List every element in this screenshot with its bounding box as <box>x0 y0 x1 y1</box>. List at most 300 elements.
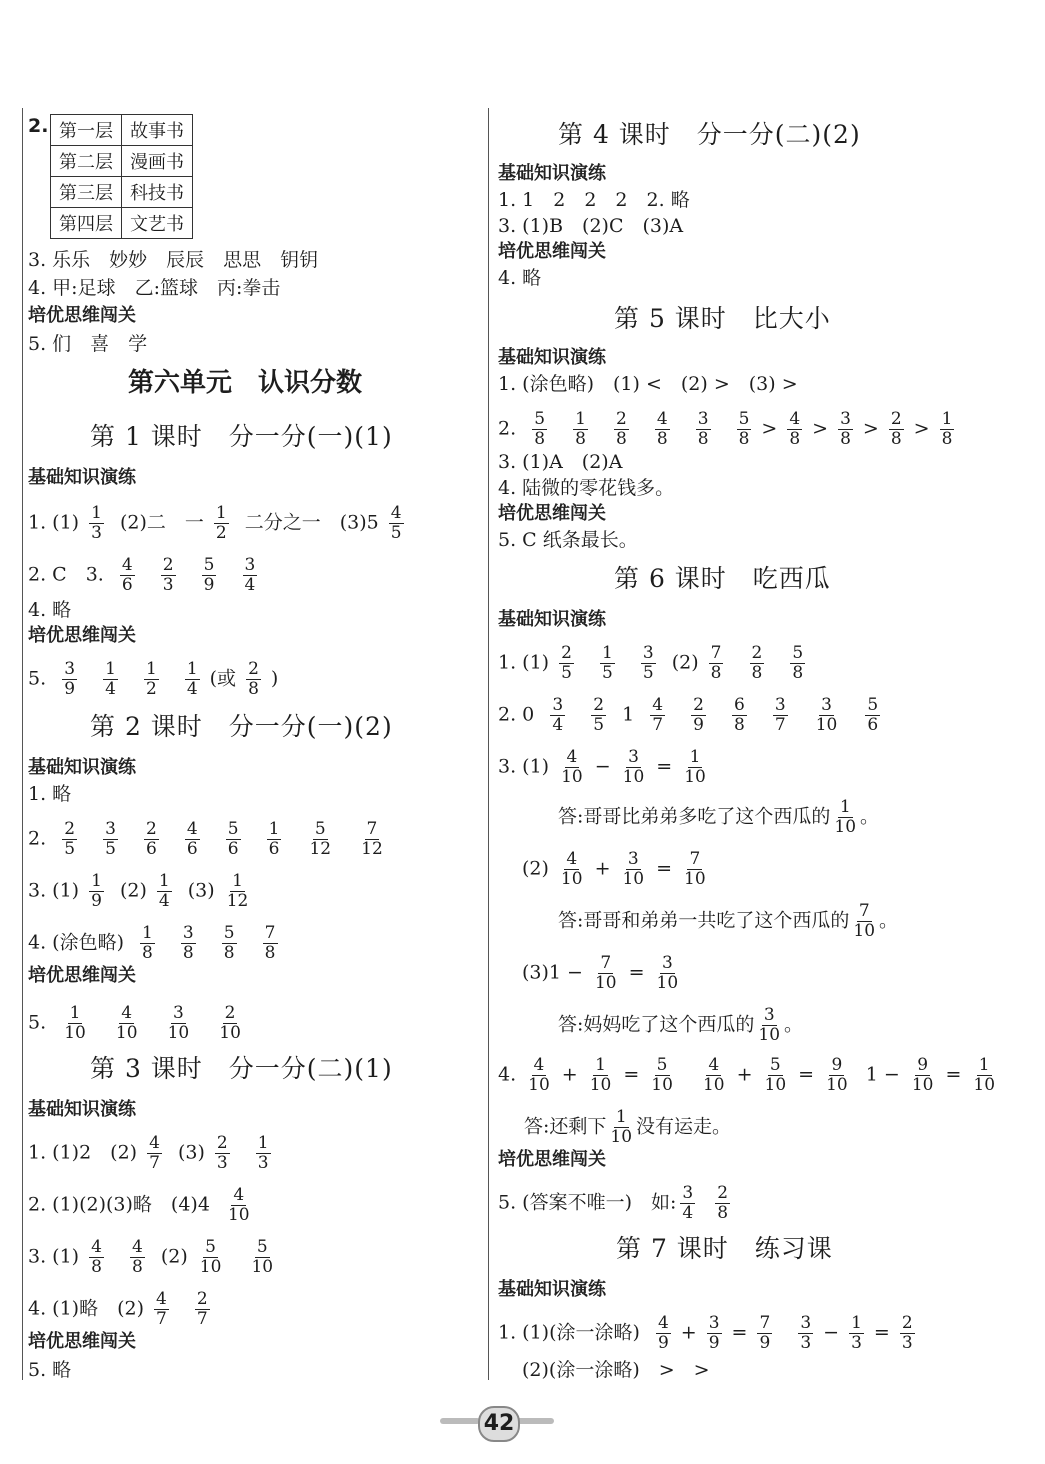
fraction <box>147 1134 162 1173</box>
fraction <box>226 1186 252 1225</box>
operator: − <box>823 1321 840 1344</box>
lesson-title: 第 7 课时 练习课 <box>616 1234 833 1263</box>
section-heading: 基础知识演练 <box>28 757 136 778</box>
denominator: 10 <box>251 1257 274 1277</box>
denominator: 5 <box>642 663 654 683</box>
fraction <box>849 1314 864 1353</box>
numerator: 2 <box>615 409 627 429</box>
fraction <box>157 872 172 911</box>
section-heading: 基础知识演练 <box>498 163 606 184</box>
section-heading: 基础知识演练 <box>28 467 136 488</box>
denominator: 8 <box>710 663 722 683</box>
denominator: 8 <box>223 943 235 963</box>
answer-line <box>498 1184 740 1223</box>
answer-line: 4. 略 <box>28 599 72 621</box>
answer-line <box>28 1004 253 1043</box>
answer-line <box>522 850 718 889</box>
denominator: 6 <box>186 839 198 859</box>
table-cell: 第四层 <box>51 208 122 239</box>
answer-line <box>498 410 964 449</box>
answer-text: (2)二 一 <box>119 511 204 534</box>
numerator: 2 <box>693 695 704 715</box>
fraction <box>620 850 646 889</box>
fraction <box>691 696 706 735</box>
fraction <box>161 556 176 595</box>
fraction <box>215 1134 230 1173</box>
operator: = <box>945 1063 962 1086</box>
answer-text: 1. (1)(涂一涂略) <box>498 1321 640 1344</box>
numerator: 3 <box>552 695 564 715</box>
answer-text: 4. (涂色略) <box>28 931 124 954</box>
answer-text: 答:还剩下 <box>524 1115 607 1138</box>
answer-text: (2) <box>119 879 147 902</box>
numerator: 3 <box>800 1313 812 1333</box>
fraction <box>214 504 229 543</box>
numerator: 1 <box>232 871 243 891</box>
fraction <box>655 410 670 449</box>
shelf-table <box>50 114 193 239</box>
denominator: 10 <box>589 1075 612 1095</box>
fraction <box>814 696 840 735</box>
answer-text: 没有运走。 <box>636 1115 732 1138</box>
fraction <box>243 556 258 595</box>
denominator: 9 <box>91 891 102 911</box>
answer-text: 5. <box>28 667 47 690</box>
fraction <box>900 1314 915 1353</box>
answer-text: 1. (1) <box>28 511 80 534</box>
denominator: 5 <box>593 715 605 735</box>
numerator: 7 <box>858 901 870 921</box>
answer-line <box>558 798 879 837</box>
answer-line <box>498 644 815 683</box>
answer-text: 。 <box>879 909 899 932</box>
numerator: 4 <box>121 555 133 575</box>
operator: > <box>913 417 930 440</box>
denominator: 10 <box>853 921 876 941</box>
answer-text: (3) <box>177 1141 205 1164</box>
fraction <box>787 410 802 449</box>
answer-line: 1. 1 2 2 2 2. 略 <box>498 189 690 211</box>
section-heading: 基础知识演练 <box>498 347 606 368</box>
fraction <box>103 820 118 859</box>
numerator: 2 <box>224 1003 236 1023</box>
denominator: 10 <box>834 817 857 837</box>
answer-text: 3. (1) <box>28 1245 80 1268</box>
denominator: 2 <box>145 679 157 699</box>
fraction <box>559 748 585 787</box>
denominator: 10 <box>594 973 617 993</box>
denominator: 10 <box>610 1127 633 1147</box>
answer-text: 答:妈妈吃了这个西瓜的 <box>558 1013 755 1036</box>
page-number: 42 <box>478 1406 520 1442</box>
answer-line <box>498 748 718 787</box>
denominator: 12 <box>361 839 383 859</box>
section-heading: 基础知识演练 <box>498 609 606 630</box>
denominator: 7 <box>156 1309 167 1329</box>
answer-text: 5. (答案不唯一) 如: <box>498 1191 677 1214</box>
denominator: 8 <box>840 429 851 449</box>
numerator: 1 <box>91 871 102 891</box>
numerator: 9 <box>831 1055 843 1075</box>
answer-text: 答:哥哥比弟弟多吃了这个西瓜的 <box>558 805 831 828</box>
fraction <box>756 1006 782 1045</box>
fraction <box>608 1108 634 1147</box>
fraction <box>89 1238 104 1277</box>
answer-line <box>498 1314 925 1353</box>
numerator: 1 <box>689 747 701 767</box>
lesson-title: 第 1 课时 分一分(一)(1) <box>90 422 393 451</box>
table-cell: 科技书 <box>122 177 193 208</box>
answer-text: (2) <box>671 651 699 674</box>
numerator: 3 <box>763 1005 775 1025</box>
table-row <box>51 115 193 146</box>
denominator: 10 <box>622 869 645 889</box>
operator: = <box>798 1063 815 1086</box>
fraction <box>256 1134 271 1173</box>
denominator: 8 <box>182 943 194 963</box>
numerator: 4 <box>566 747 578 767</box>
numerator: 2 <box>216 1133 228 1153</box>
numerator: 2 <box>561 643 572 663</box>
answer-text: 2. <box>28 827 47 850</box>
fraction <box>532 410 547 449</box>
fraction <box>185 820 200 859</box>
fraction <box>526 1056 552 1095</box>
denominator: 9 <box>708 1333 720 1353</box>
fraction <box>550 696 565 735</box>
denominator: 5 <box>64 839 76 859</box>
answer-line: 1. 略 <box>28 783 72 805</box>
fraction <box>267 820 282 859</box>
answer-text: 1 − <box>865 1063 900 1086</box>
denominator: 4 <box>682 1203 694 1223</box>
fraction <box>263 924 278 963</box>
numerator: 2 <box>890 409 902 429</box>
numerator: 4 <box>533 1055 545 1075</box>
fraction <box>790 644 805 683</box>
denominator: 10 <box>64 1023 86 1043</box>
table-cell: 第三层 <box>51 177 122 208</box>
numerator: 2 <box>64 819 76 839</box>
fraction <box>889 410 904 449</box>
answer-text: ) <box>270 667 279 690</box>
denominator: 8 <box>91 1257 102 1277</box>
answer-text: (3)1 − <box>522 961 583 984</box>
q2-label: 2. <box>28 115 49 137</box>
table-cell: 漫画书 <box>122 146 193 177</box>
fraction <box>140 924 155 963</box>
denominator: 7 <box>196 1309 208 1329</box>
answer-text: 3. (1) <box>498 755 550 778</box>
denominator: 8 <box>575 429 586 449</box>
answer-line <box>28 1290 220 1329</box>
numerator: 2 <box>901 1313 913 1333</box>
answer-text: 答:哥哥和弟弟一共吃了这个西瓜的 <box>558 909 850 932</box>
operator: > <box>761 417 778 440</box>
fraction <box>195 1290 210 1329</box>
fraction <box>798 1314 813 1353</box>
fraction <box>737 410 752 449</box>
numerator: 4 <box>156 1289 167 1309</box>
numerator: 1 <box>978 1055 990 1075</box>
numerator: 1 <box>145 659 157 679</box>
numerator: 3 <box>628 747 639 767</box>
numerator: 1 <box>142 923 153 943</box>
numerator: 2 <box>751 643 763 663</box>
numerator: 4 <box>149 1133 160 1153</box>
answer-line <box>558 1006 803 1045</box>
denominator: 2 <box>215 523 227 543</box>
fraction <box>763 1056 789 1095</box>
fraction <box>130 1238 145 1277</box>
answer-line <box>28 1238 285 1277</box>
numerator: 4 <box>566 849 578 869</box>
denominator: 3 <box>91 523 102 543</box>
table-cell: 第二层 <box>51 146 122 177</box>
denominator: 3 <box>800 1333 812 1353</box>
left-margin-rule <box>22 108 23 1380</box>
numerator: 5 <box>769 1055 781 1075</box>
denominator: 10 <box>826 1075 848 1095</box>
numerator: 9 <box>917 1055 929 1075</box>
numerator: 5 <box>227 819 239 839</box>
denominator: 7 <box>149 1153 160 1173</box>
lesson-title: 第 3 课时 分一分(二)(1) <box>90 1054 393 1083</box>
fraction <box>971 1056 997 1095</box>
denominator: 9 <box>759 1333 771 1353</box>
answer-line: 4. 陆微的零花钱多。 <box>498 477 675 499</box>
numerator: 1 <box>186 659 198 679</box>
answer-text: 1. (1) <box>498 651 550 674</box>
operator: + <box>736 1063 753 1086</box>
fraction <box>144 820 159 859</box>
answer-line <box>28 660 278 699</box>
denominator: 8 <box>248 679 259 699</box>
fraction <box>701 1056 727 1095</box>
numerator: 4 <box>186 819 198 839</box>
numerator: 1 <box>268 819 280 839</box>
denominator: 8 <box>789 429 801 449</box>
numerator: 2 <box>145 819 157 839</box>
numerator: 5 <box>792 643 804 663</box>
denominator: 10 <box>227 1205 250 1225</box>
denominator: 10 <box>815 715 838 735</box>
answer-line: 5. C 纸条最长。 <box>498 529 638 551</box>
fraction <box>62 820 77 859</box>
fraction <box>838 410 853 449</box>
numerator: 1 <box>215 503 227 523</box>
fraction <box>202 556 217 595</box>
numerator: 1 <box>601 643 613 663</box>
section-heading: 基础知识演练 <box>28 1099 136 1120</box>
answer-text: 4. <box>498 1063 517 1086</box>
fraction <box>181 924 196 963</box>
numerator: 3 <box>64 659 76 679</box>
fraction <box>614 410 629 449</box>
fraction <box>655 954 681 993</box>
fraction <box>89 504 104 543</box>
fraction <box>307 820 333 859</box>
numerator: 4 <box>390 503 402 523</box>
numerator: 4 <box>657 1313 669 1333</box>
answer-text: 5. <box>28 1011 47 1034</box>
section-heading: 培优思维闯关 <box>28 305 136 326</box>
fraction <box>154 1290 169 1329</box>
numerator: 3 <box>105 819 116 839</box>
answer-text: (2) <box>522 857 549 880</box>
answer-line <box>524 1108 731 1147</box>
numerator: 4 <box>233 1185 245 1205</box>
table-cell: 故事书 <box>122 115 193 146</box>
lesson-title: 第 2 课时 分一分(一)(2) <box>90 712 393 741</box>
numerator: 4 <box>91 1237 102 1257</box>
fraction <box>588 1056 614 1095</box>
fraction <box>89 872 104 911</box>
fraction <box>621 748 647 787</box>
fraction <box>851 902 877 941</box>
section-heading: 培优思维闯关 <box>498 503 606 524</box>
fraction <box>696 410 711 449</box>
answer-line: 3. (1)A (2)A <box>498 451 623 473</box>
denominator: 5 <box>561 663 572 683</box>
numerator: 1 <box>91 503 102 523</box>
answer-line <box>28 1186 262 1225</box>
table-row <box>51 208 193 239</box>
operator: > <box>862 417 879 440</box>
answer-text: 2. (1)(2)(3)略 (4)4 <box>28 1193 210 1216</box>
fraction <box>649 1056 675 1095</box>
fraction <box>359 820 385 859</box>
fraction <box>166 1004 192 1043</box>
numerator: 5 <box>534 409 546 429</box>
denominator: 3 <box>216 1153 228 1173</box>
fraction <box>144 660 159 699</box>
fraction <box>222 924 237 963</box>
denominator: 3 <box>901 1333 913 1353</box>
denominator: 10 <box>622 767 645 787</box>
column-divider <box>488 108 489 1380</box>
section-heading: 培优思维闯关 <box>28 625 136 646</box>
fraction <box>225 872 251 911</box>
fraction <box>865 696 880 735</box>
denominator: 8 <box>131 1257 143 1277</box>
lesson-title: 第 6 课时 吃西瓜 <box>614 564 831 593</box>
denominator: 4 <box>158 891 170 911</box>
fraction <box>591 696 606 735</box>
numerator: 3 <box>642 643 654 663</box>
fraction <box>650 696 665 735</box>
fraction <box>773 696 788 735</box>
answer-line <box>28 820 395 859</box>
operator: = <box>731 1321 748 1344</box>
numerator: 4 <box>708 1055 720 1075</box>
answer-line <box>498 696 890 735</box>
numerator: 2 <box>248 659 259 679</box>
denominator: 10 <box>199 1257 222 1277</box>
numerator: 7 <box>366 819 378 839</box>
fraction <box>62 1004 88 1043</box>
answer-line: (2)(涂一涂略) > > <box>522 1359 710 1381</box>
section-heading: 基础知识演练 <box>498 1279 606 1300</box>
denominator: 10 <box>115 1023 138 1043</box>
denominator: 9 <box>693 715 704 735</box>
answer-text: 。 <box>860 805 880 828</box>
operator: = <box>656 755 673 778</box>
denominator: 8 <box>941 429 953 449</box>
denominator: 10 <box>911 1075 934 1095</box>
denominator: 8 <box>890 429 902 449</box>
fraction <box>198 1238 224 1277</box>
answer-line <box>558 902 898 941</box>
fraction <box>249 1238 275 1277</box>
denominator: 8 <box>792 663 804 683</box>
table-cell: 第一层 <box>51 115 122 146</box>
answer-text: 二分之一 (3)5 <box>244 511 379 534</box>
numerator: 3 <box>172 1003 184 1023</box>
numerator: 6 <box>733 695 745 715</box>
answer-text: 2. C 3. <box>28 563 104 586</box>
answer-text: 。 <box>784 1013 804 1036</box>
denominator: 10 <box>764 1075 787 1095</box>
numerator: 7 <box>759 1313 771 1333</box>
numerator: 2 <box>162 555 174 575</box>
denominator: 9 <box>203 575 215 595</box>
fraction <box>715 1184 730 1223</box>
answer-line: 3. (1)B (2)C (3)A <box>498 215 684 237</box>
unit-title: 第六单元 认识分数 <box>128 368 363 398</box>
fraction <box>226 820 241 859</box>
answer-text: 2. <box>498 417 517 440</box>
denominator: 10 <box>219 1023 241 1043</box>
fraction <box>389 504 404 543</box>
answer-line <box>28 504 414 543</box>
numerator: 5 <box>656 1055 668 1075</box>
answer-line: 5. 略 <box>28 1359 72 1381</box>
fraction <box>709 644 724 683</box>
numerator: 5 <box>205 1237 216 1257</box>
numerator: 3 <box>661 953 673 973</box>
fraction <box>103 660 118 699</box>
denominator: 3 <box>257 1153 269 1173</box>
operator: = <box>873 1321 890 1344</box>
fraction <box>217 1004 243 1043</box>
denominator: 4 <box>244 575 256 595</box>
denominator: 8 <box>534 429 546 449</box>
fraction <box>120 556 135 595</box>
operator: + <box>561 1063 578 1086</box>
numerator: 1 <box>851 1313 862 1333</box>
table-row <box>51 146 193 177</box>
numerator: 1 <box>105 659 116 679</box>
answer-line: 4. 略 <box>498 267 542 289</box>
denominator: 9 <box>64 679 76 699</box>
denominator: 4 <box>186 679 198 699</box>
denominator: 8 <box>717 1203 729 1223</box>
denominator: 10 <box>973 1075 996 1095</box>
fraction <box>185 660 200 699</box>
operator: − <box>594 755 611 778</box>
denominator: 10 <box>167 1023 190 1043</box>
fraction <box>641 644 656 683</box>
operator: = <box>628 961 645 984</box>
denominator: 6 <box>121 575 133 595</box>
denominator: 8 <box>264 943 276 963</box>
numerator: 2 <box>593 695 605 715</box>
numerator: 3 <box>708 1313 720 1333</box>
operator: + <box>680 1321 697 1344</box>
fraction <box>750 644 765 683</box>
numerator: 3 <box>840 409 851 429</box>
